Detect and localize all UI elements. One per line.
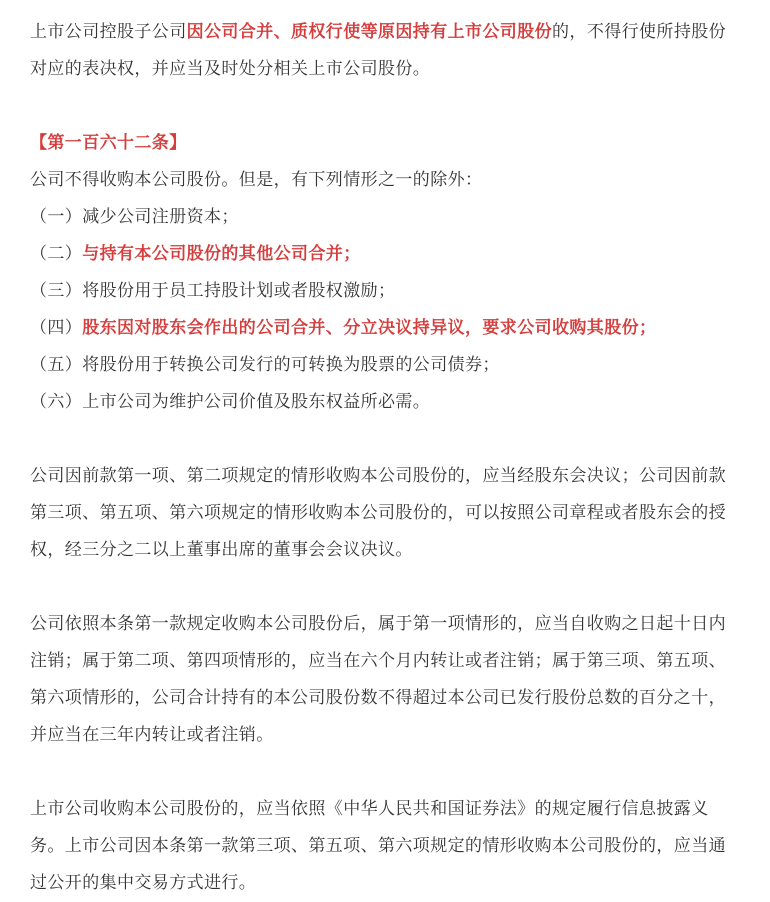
item-number: （一）	[30, 207, 83, 227]
item-number: （二）	[30, 244, 83, 264]
paragraph-cancellation: 公司依照本条第一款规定收购本公司股份后，属于第一项情形的，应当自收购之日起十日内注销；属于第二项、第四项情形的，应当在六个月内转让或者注销；属于第三项、第五项、第六项情形的，公司合计持有的本公司股份数不得超过本公司已发行股份总数的百分之十，并应当在三年内转让或者注销。	[30, 614, 726, 745]
paragraph-resolution: 公司因前款第一项、第二项规定的情形收购本公司股份的，应当经股东会决议；公司因前款第三项、第五项、第六项规定的情形收购本公司股份的，可以按照公司章程或者股东会的授权，经三分之二以上董事出席的董事会会议决议。	[30, 466, 726, 560]
item-text: 与持有本公司股份的其他公司合并；	[82, 244, 361, 264]
list-item	[30, 347, 740, 384]
article-heading: 【第一百六十二条】	[30, 133, 187, 153]
paragraph-prefix: 上市公司控股子公司	[30, 22, 187, 42]
item-number: （三）	[30, 281, 83, 301]
paragraph-disclosure: 上市公司收购本公司股份的，应当依照《中华人民共和国证券法》的规定履行信息披露义务。上市公司因本条第一款第三项、第五项、第六项规定的情形收购本公司股份的，应当通过公开的集中交易方式进行。	[30, 799, 726, 893]
spacer	[30, 88, 740, 125]
article-intro: 公司不得收购本公司股份。但是，有下列情形之一的除外：	[30, 170, 483, 190]
item-text: 上市公司为维护公司价值及股东权益所必需。	[82, 392, 431, 412]
item-text: 股东因对股东会作出的公司合并、分立决议持异议，要求公司收购其股份；	[82, 318, 657, 338]
list-item	[30, 236, 740, 273]
paragraph-subsidiary-shares	[30, 14, 740, 88]
paragraph-highlight: 因公司合并、质权行使等原因持有上市公司股份	[186, 22, 553, 42]
item-number: （四）	[30, 318, 83, 338]
item-text: 减少公司注册资本；	[82, 207, 239, 227]
list-item	[30, 384, 740, 421]
item-text: 将股份用于员工持股计划或者股权激励；	[82, 281, 396, 301]
item-number: （六）	[30, 392, 83, 412]
exception-list	[30, 199, 740, 421]
item-text: 将股份用于转换公司发行的可转换为股票的公司债券；	[82, 355, 500, 375]
spacer	[30, 421, 740, 458]
item-number: （五）	[30, 355, 83, 375]
spacer	[30, 754, 740, 791]
spacer	[30, 569, 740, 606]
list-item	[30, 273, 740, 310]
paragraph-suffix: 的，不得行使所持股份对应的表决权，并应当及时处分相关上市公司股份。	[30, 22, 727, 79]
list-item	[30, 199, 740, 236]
list-item	[30, 310, 740, 347]
